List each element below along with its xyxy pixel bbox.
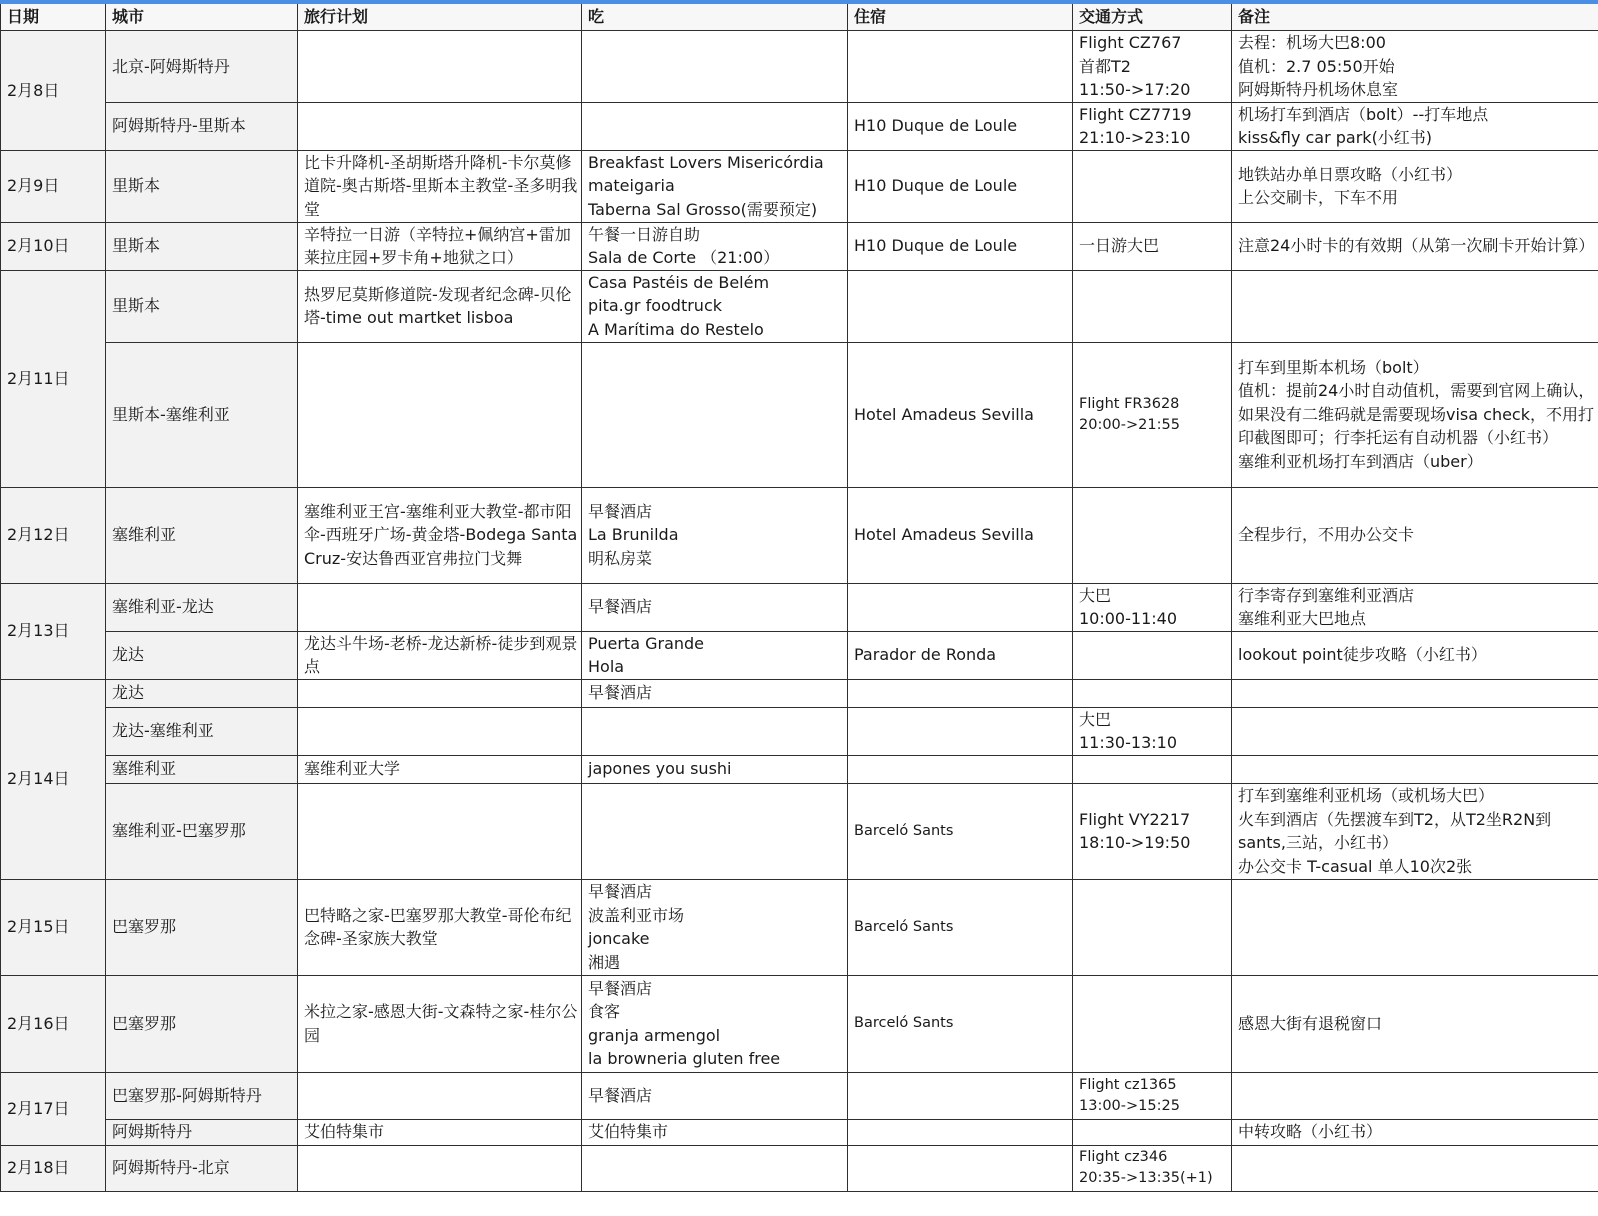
- food-cell[interactable]: [582, 707, 848, 755]
- food-cell[interactable]: [582, 975, 848, 1072]
- header-plan[interactable]: 旅行计划: [298, 4, 582, 31]
- transport-line: 13:00->15:25: [1079, 1097, 1180, 1114]
- food-line: joncake: [588, 929, 650, 948]
- header-date[interactable]: 日期: [1, 4, 106, 31]
- itinerary-row: [1, 783, 1598, 879]
- food-line: granja armengol: [588, 1025, 721, 1045]
- notes-cell[interactable]: [1232, 487, 1598, 583]
- city-cell[interactable]: 龙达-塞维利亚: [106, 707, 298, 755]
- hotel-cell[interactable]: [848, 755, 1073, 783]
- hotel-cell[interactable]: [848, 583, 1073, 631]
- plan-line: 塞维利亚大学: [304, 759, 401, 779]
- itinerary-table: [0, 4, 1598, 1192]
- transport-cell[interactable]: [1073, 1119, 1232, 1145]
- food-line: 午餐一日游自助: [588, 224, 701, 244]
- transport-line: Flight cz346: [1079, 1149, 1168, 1165]
- itinerary-row: [1, 755, 1598, 783]
- plan-cell[interactable]: [298, 270, 582, 342]
- notes-cell[interactable]: [1232, 150, 1598, 222]
- hotel-cell[interactable]: [848, 1072, 1073, 1119]
- notes-line: 打车到塞维利亚机场（或机场大巴）: [1238, 786, 1495, 805]
- food-cell[interactable]: [582, 879, 848, 975]
- food-line: 艾伯特集市: [588, 1122, 669, 1142]
- notes-cell[interactable]: [1232, 270, 1598, 342]
- notes-cell[interactable]: [1232, 1145, 1598, 1191]
- food-line: La Brunilda: [588, 525, 679, 545]
- transport-line: Flight VY2217: [1079, 809, 1191, 829]
- transport-cell[interactable]: [1073, 1145, 1232, 1191]
- food-line: Casa Pastéis de Belém: [588, 272, 770, 292]
- plan-cell[interactable]: [298, 1145, 582, 1191]
- plan-cell[interactable]: [298, 1072, 582, 1119]
- hotel-cell[interactable]: Barceló Sants: [848, 879, 1073, 975]
- transport-line: Flight FR3628: [1079, 395, 1180, 412]
- food-cell[interactable]: [582, 487, 848, 583]
- food-line: 早餐酒店: [588, 882, 653, 901]
- hotel-cell[interactable]: H10 Duque de Loule: [848, 102, 1073, 150]
- notes-cell[interactable]: [1232, 583, 1598, 631]
- transport-cell[interactable]: [1073, 755, 1232, 783]
- plan-cell[interactable]: [298, 102, 582, 150]
- notes-line: 办公交卡 T-casual 单人10次2张: [1238, 856, 1473, 876]
- plan-cell[interactable]: [298, 150, 582, 222]
- city-cell[interactable]: 塞维利亚-龙达: [106, 583, 298, 631]
- notes-line: 上公交刷卡，下车不用: [1238, 188, 1399, 207]
- food-cell[interactable]: [582, 631, 848, 679]
- notes-cell[interactable]: [1232, 707, 1598, 755]
- food-cell[interactable]: [582, 583, 848, 631]
- transport-line: 11:30-13:10: [1079, 733, 1177, 752]
- date-cell[interactable]: 2月12日: [1, 487, 106, 583]
- city-cell[interactable]: 巴塞罗那: [106, 879, 298, 975]
- plan-line: 塞维利亚王宫-塞维利亚大教堂-都市阳伞-西班牙广场-黄金塔-Bodega Santa Cruz-安达鲁西亚宫弗拉门戈舞: [304, 501, 578, 568]
- food-line: 早餐酒店: [588, 597, 653, 617]
- hotel-cell[interactable]: Hotel Amadeus Sevilla: [848, 342, 1073, 487]
- plan-cell[interactable]: [298, 1119, 582, 1145]
- transport-cell[interactable]: [1073, 679, 1232, 707]
- transport-cell[interactable]: [1073, 102, 1232, 150]
- plan-cell[interactable]: [298, 879, 582, 975]
- notes-cell[interactable]: [1232, 1119, 1598, 1145]
- food-cell[interactable]: [582, 270, 848, 342]
- plan-cell[interactable]: [298, 222, 582, 270]
- city-cell[interactable]: 巴塞罗那-阿姆斯特丹: [106, 1072, 298, 1119]
- transport-line: 20:00->21:55: [1079, 416, 1180, 433]
- food-cell[interactable]: [582, 1145, 848, 1191]
- plan-line: 艾伯特集市: [304, 1122, 385, 1142]
- notes-line: 塞维利亚大巴地点: [1238, 609, 1367, 628]
- transport-cell[interactable]: [1073, 487, 1232, 583]
- transport-cell[interactable]: [1073, 1072, 1232, 1119]
- date-cell[interactable]: 2月18日: [1, 1145, 106, 1191]
- header-food[interactable]: 吃: [582, 4, 848, 31]
- hotel-cell[interactable]: [848, 679, 1073, 707]
- transport-line: 首都T2: [1079, 56, 1131, 76]
- notes-cell[interactable]: [1232, 31, 1598, 103]
- itinerary-row: [1, 631, 1598, 679]
- date-cell[interactable]: 2月17日: [1, 1072, 106, 1145]
- hotel-cell[interactable]: [848, 31, 1073, 103]
- city-cell[interactable]: 龙达: [106, 631, 298, 679]
- transport-line: 一日游大巴: [1079, 236, 1160, 256]
- notes-cell[interactable]: [1232, 783, 1598, 879]
- city-cell[interactable]: 北京-阿姆斯特丹: [106, 31, 298, 103]
- food-cell[interactable]: [582, 342, 848, 487]
- date-cell[interactable]: 2月11日: [1, 270, 106, 487]
- transport-cell[interactable]: [1073, 583, 1232, 631]
- notes-line: 注意24小时卡的有效期（从第一次刷卡开始计算）: [1238, 236, 1595, 256]
- itinerary-row: [1, 879, 1598, 975]
- plan-line: 巴特略之家-巴塞罗那大教堂-哥伦布纪念碑-圣家族大教堂: [304, 905, 572, 948]
- food-line: Hola: [588, 657, 625, 676]
- notes-cell[interactable]: [1232, 755, 1598, 783]
- transport-cell[interactable]: [1073, 631, 1232, 679]
- plan-line: 辛特拉一日游（辛特拉+佩纳宫+雷加莱拉庄园+罗卡角+地狱之口）: [304, 224, 571, 267]
- notes-line: 地铁站办单日票攻略（小红书）: [1238, 164, 1463, 184]
- plan-cell[interactable]: [298, 487, 582, 583]
- notes-line: 值机：2.7 05:50开始: [1238, 56, 1395, 76]
- itinerary-row: [1, 102, 1598, 150]
- hotel-cell[interactable]: [848, 1119, 1073, 1145]
- plan-cell[interactable]: [298, 679, 582, 707]
- notes-line: 机场打车到酒店（bolt）--打车地点: [1238, 104, 1489, 124]
- transport-line: 18:10->19:50: [1079, 833, 1191, 852]
- food-cell[interactable]: [582, 1119, 848, 1145]
- food-line: 早餐酒店: [588, 683, 653, 703]
- food-line: pita.gr foodtruck: [588, 296, 723, 316]
- itinerary-row: [1, 1119, 1598, 1145]
- city-cell[interactable]: 里斯本-塞维利亚: [106, 342, 298, 487]
- notes-cell[interactable]: [1232, 679, 1598, 707]
- food-line: 波盖利亚市场: [588, 905, 685, 925]
- transport-cell[interactable]: [1073, 222, 1232, 270]
- plan-line: 米拉之家-感恩大街-文森特之家-桂尔公园: [304, 1002, 578, 1045]
- plan-cell[interactable]: [298, 755, 582, 783]
- city-cell[interactable]: 塞维利亚-巴塞罗那: [106, 783, 298, 879]
- transport-cell[interactable]: [1073, 270, 1232, 342]
- notes-line: 值机：提前24小时自动值机，需要到官网上确认，如果没有二维码就是需要现场visa check，不用打印截图即可；行李托运有自动机器（小红书）: [1238, 381, 1595, 448]
- transport-line: Flight CZ7719: [1079, 104, 1192, 124]
- food-cell[interactable]: [582, 150, 848, 222]
- food-cell[interactable]: [582, 31, 848, 103]
- transport-cell[interactable]: [1073, 783, 1232, 879]
- transport-line: 大巴: [1079, 585, 1112, 605]
- date-cell[interactable]: 2月16日: [1, 975, 106, 1072]
- transport-cell[interactable]: [1073, 879, 1232, 975]
- date-cell[interactable]: 2月9日: [1, 150, 106, 222]
- date-cell[interactable]: 2月14日: [1, 679, 106, 879]
- food-line: 食客: [588, 1002, 621, 1021]
- city-cell[interactable]: 阿姆斯特丹-里斯本: [106, 102, 298, 150]
- notes-line: 感恩大街有退税窗口: [1238, 1013, 1383, 1033]
- plan-cell[interactable]: [298, 342, 582, 487]
- notes-line: 中转攻略（小红书）: [1238, 1122, 1383, 1142]
- transport-cell[interactable]: [1073, 31, 1232, 103]
- notes-cell[interactable]: [1232, 879, 1598, 975]
- city-cell[interactable]: 里斯本: [106, 150, 298, 222]
- date-cell[interactable]: 2月15日: [1, 879, 106, 975]
- plan-cell[interactable]: [298, 31, 582, 103]
- plan-cell[interactable]: [298, 583, 582, 631]
- city-cell[interactable]: 塞维利亚: [106, 487, 298, 583]
- plan-cell[interactable]: [298, 783, 582, 879]
- notes-cell[interactable]: [1232, 631, 1598, 679]
- city-cell[interactable]: 阿姆斯特丹: [106, 1119, 298, 1145]
- hotel-cell[interactable]: [848, 270, 1073, 342]
- transport-line: 21:10->23:10: [1079, 128, 1191, 147]
- notes-line: 去程：机场大巴8:00: [1238, 33, 1386, 52]
- header-transport[interactable]: 交通方式: [1073, 4, 1232, 31]
- food-cell[interactable]: [582, 783, 848, 879]
- transport-line: Flight cz1365: [1079, 1076, 1177, 1093]
- itinerary-row: [1, 222, 1598, 270]
- transport-cell[interactable]: [1073, 150, 1232, 222]
- plan-line: 龙达斗牛场-老桥-龙达新桥-徒步到观景点: [304, 633, 578, 676]
- notes-line: kiss&fly car park(小红书): [1238, 128, 1433, 147]
- plan-cell[interactable]: [298, 975, 582, 1072]
- food-line: 早餐酒店: [588, 501, 653, 521]
- city-cell[interactable]: 里斯本: [106, 222, 298, 270]
- notes-cell[interactable]: [1232, 102, 1598, 150]
- itinerary-row: [1, 342, 1598, 487]
- city-cell[interactable]: 龙达: [106, 679, 298, 707]
- food-line: Sala de Corte （21:00）: [588, 248, 780, 267]
- food-line: japones you sushi: [588, 759, 732, 779]
- itinerary-row: [1, 583, 1598, 631]
- notes-line: lookout point徒步攻略（小红书）: [1238, 645, 1487, 665]
- itinerary-row: [1, 975, 1598, 1072]
- notes-line: 行李寄存到塞维利亚酒店: [1238, 585, 1415, 605]
- plan-line: 热罗尼莫斯修道院-发现者纪念碑-贝伦塔-time out martket lisboa: [304, 284, 572, 327]
- hotel-cell[interactable]: Barceló Sants: [848, 783, 1073, 879]
- transport-cell[interactable]: [1073, 707, 1232, 755]
- transport-cell[interactable]: [1073, 975, 1232, 1072]
- plan-cell[interactable]: [298, 631, 582, 679]
- itinerary-row: [1, 707, 1598, 755]
- food-cell[interactable]: [582, 755, 848, 783]
- plan-line: 比卡升降机-圣胡斯塔升降机-卡尔莫修道院-奥古斯塔-里斯本主教堂-圣多明我堂: [304, 152, 578, 219]
- food-line: A Marítima do Restelo: [588, 319, 764, 339]
- hotel-cell[interactable]: H10 Duque de Loule: [848, 150, 1073, 222]
- notes-cell[interactable]: [1232, 1072, 1598, 1119]
- transport-cell[interactable]: [1073, 342, 1232, 487]
- food-line: 湘遇: [588, 952, 621, 972]
- hotel-cell[interactable]: H10 Duque de Loule: [848, 222, 1073, 270]
- hotel-cell[interactable]: Hotel Amadeus Sevilla: [848, 487, 1073, 583]
- food-line: Taberna Sal Grosso(需要预定): [588, 199, 818, 219]
- date-cell[interactable]: 2月10日: [1, 222, 106, 270]
- notes-line: 塞维利亚机场打车到酒店（uber）: [1238, 451, 1483, 471]
- hotel-cell[interactable]: [848, 1145, 1073, 1191]
- food-line: Puerta Grande: [588, 633, 705, 653]
- hotel-cell[interactable]: [848, 707, 1073, 755]
- notes-line: 打车到里斯本机场（bolt）: [1238, 357, 1429, 377]
- food-cell[interactable]: [582, 102, 848, 150]
- header-notes[interactable]: 备注: [1232, 4, 1598, 31]
- itinerary-row: [1, 1072, 1598, 1119]
- hotel-cell[interactable]: Parador de Ronda: [848, 631, 1073, 679]
- date-cell[interactable]: 2月8日: [1, 31, 106, 151]
- date-cell[interactable]: 2月13日: [1, 583, 106, 679]
- itinerary-row: [1, 487, 1598, 583]
- food-line: 明私房菜: [588, 548, 653, 568]
- transport-line: Flight CZ767: [1079, 33, 1182, 52]
- notes-line: 全程步行，不用办公交卡: [1238, 525, 1415, 545]
- header-city[interactable]: 城市: [106, 4, 298, 31]
- city-cell[interactable]: 巴塞罗那: [106, 975, 298, 1072]
- notes-line: 阿姆斯特丹机场休息室: [1238, 80, 1399, 99]
- itinerary-row: [1, 31, 1598, 103]
- itinerary-body: [1, 31, 1598, 1192]
- transport-line: 20:35->13:35(+1): [1079, 1170, 1213, 1186]
- transport-line: 大巴: [1079, 709, 1112, 729]
- transport-line: 10:00-11:40: [1079, 609, 1177, 628]
- city-cell[interactable]: 里斯本: [106, 270, 298, 342]
- food-line: 早餐酒店: [588, 1085, 653, 1105]
- notes-cell[interactable]: [1232, 222, 1598, 270]
- food-line: mateigaria: [588, 176, 675, 196]
- notes-cell[interactable]: [1232, 975, 1598, 1072]
- itinerary-row: [1, 150, 1598, 222]
- hotel-cell[interactable]: Barceló Sants: [848, 975, 1073, 1072]
- notes-cell[interactable]: [1232, 342, 1598, 487]
- header-hotel[interactable]: 住宿: [848, 4, 1073, 31]
- itinerary-row: [1, 270, 1598, 342]
- city-cell[interactable]: 阿姆斯特丹-北京: [106, 1145, 298, 1191]
- food-cell[interactable]: [582, 222, 848, 270]
- plan-cell[interactable]: [298, 707, 582, 755]
- food-cell[interactable]: [582, 679, 848, 707]
- transport-line: 11:50->17:20: [1079, 80, 1191, 99]
- itinerary-row: [1, 1145, 1598, 1191]
- header-row: [1, 4, 1598, 31]
- food-line: 早餐酒店: [588, 978, 653, 998]
- food-line: la browneria gluten free: [588, 1049, 781, 1068]
- city-cell[interactable]: 塞维利亚: [106, 755, 298, 783]
- notes-line: 火车到酒店（先摆渡车到T2，从T2坐R2N到sants,三站，小红书）: [1238, 809, 1552, 852]
- food-line: Breakfast Lovers Misericórdia: [588, 152, 824, 172]
- food-cell[interactable]: [582, 1072, 848, 1119]
- itinerary-row: [1, 679, 1598, 707]
